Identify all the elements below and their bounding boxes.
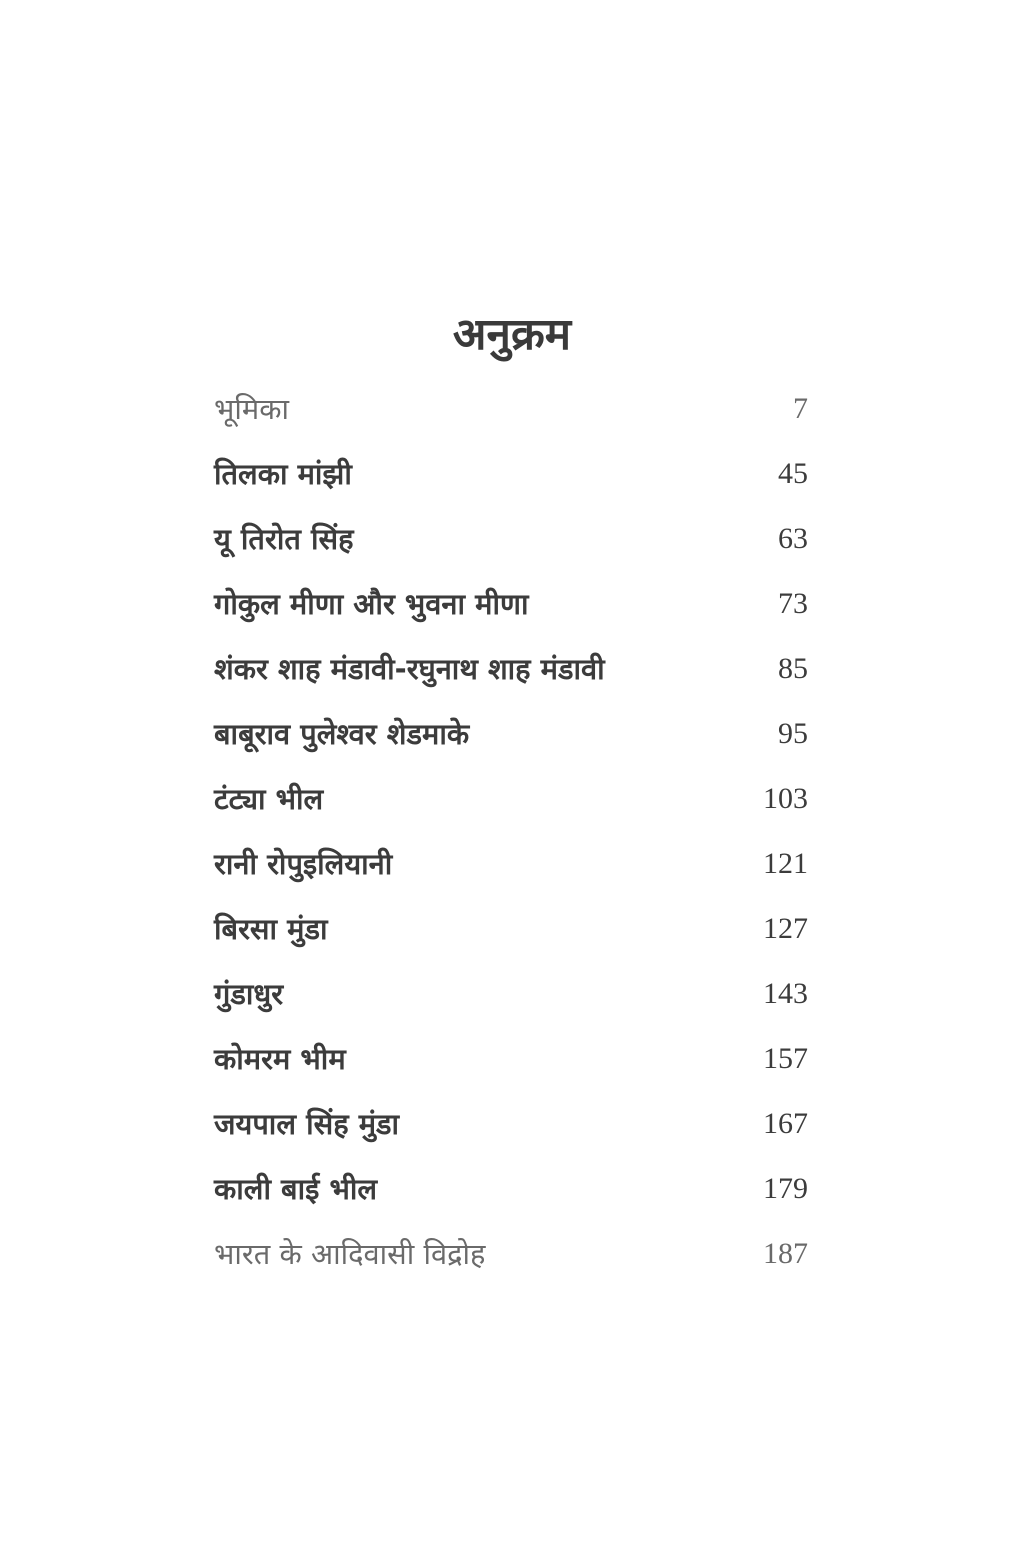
toc-entry-page: 95 (778, 716, 808, 750)
toc-entry (214, 831, 808, 896)
toc-entry-label: कोमरम भीम (214, 1042, 346, 1076)
toc-entry-label: शंकर शाह मंडावी-रघुनाथ शाह मंडावी (214, 652, 605, 686)
toc-entry-label: टंट्या भील (214, 782, 324, 816)
toc-entry-label: भूमिका (214, 392, 290, 426)
toc-entry (214, 961, 808, 1026)
toc-entry-label: बाबूराव पुलेश्वर शेडमाके (214, 717, 470, 751)
table-of-contents (214, 376, 808, 1286)
toc-entry-page: 187 (763, 1236, 808, 1270)
toc-entry (214, 506, 808, 571)
toc-entry (214, 896, 808, 961)
toc-entry (214, 1091, 808, 1156)
page-title: अनुक्रम (452, 309, 572, 360)
toc-entry-page: 127 (763, 911, 808, 945)
toc-entry (214, 1026, 808, 1091)
toc-entry (214, 441, 808, 506)
toc-entry-page: 45 (778, 456, 808, 490)
toc-entry-page: 7 (793, 391, 808, 425)
toc-entry (214, 1221, 808, 1286)
toc-entry (214, 766, 808, 831)
toc-entry-page: 179 (763, 1171, 808, 1205)
toc-entry-page: 121 (763, 846, 808, 880)
toc-entry-page: 167 (763, 1106, 808, 1140)
toc-entry-page: 157 (763, 1041, 808, 1075)
toc-entry-label: यू तिरोत सिंह (214, 522, 354, 556)
toc-entry-page: 63 (778, 521, 808, 555)
toc-entry-page: 85 (778, 651, 808, 685)
toc-entry-page: 143 (763, 976, 808, 1010)
toc-entry-label: तिलका मांझी (214, 457, 352, 491)
toc-entry-label: गोकुल मीणा और भुवना मीणा (214, 587, 529, 621)
toc-entry-label: गुंडाधुर (214, 977, 284, 1011)
toc-entry (214, 1156, 808, 1221)
toc-entry-label: काली बाई भील (214, 1172, 378, 1206)
toc-entry (214, 376, 808, 441)
toc-entry-page: 103 (763, 781, 808, 815)
toc-entry-label: बिरसा मुंडा (214, 912, 328, 946)
toc-entry-label: जयपाल सिंह मुंडा (214, 1107, 400, 1141)
toc-entry (214, 636, 808, 701)
toc-entry (214, 701, 808, 766)
toc-entry-label: रानी रोपुइलियानी (214, 847, 393, 881)
toc-entry-page: 73 (778, 586, 808, 620)
toc-entry-label: भारत के आदिवासी विद्रोह (214, 1237, 486, 1271)
toc-entry (214, 571, 808, 636)
